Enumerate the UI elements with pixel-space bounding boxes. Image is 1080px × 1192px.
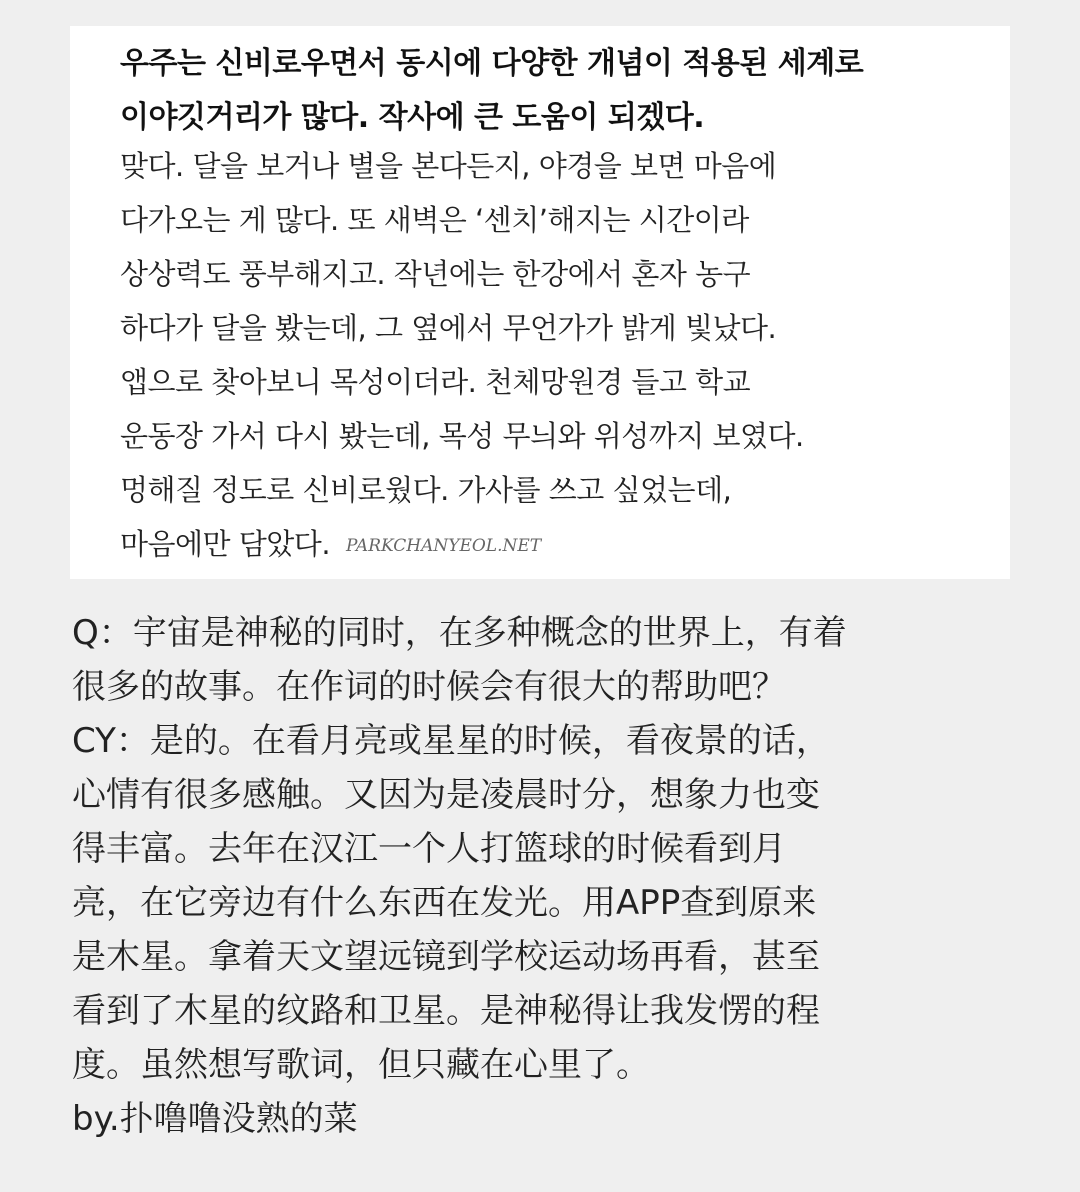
interview-answer-line: 멍해질 정도로 신비로웠다. 가사를 쓰고 싶었는데,	[120, 473, 732, 507]
translation-line: 看到了木星的纹路和卫星。是神秘得让我发愣的程	[72, 991, 820, 1031]
interview-answer-line: 앱으로 찾아보니 목성이더라. 천체망원경 들고 학교	[120, 365, 751, 399]
translation-line: 很多的故事。在作词的时候会有很大的帮助吧？	[72, 667, 786, 707]
interview-answer-line: 마음에만 담았다.	[120, 527, 331, 561]
translation-line: 得丰富。去年在汉江一个人打篮球的时候看到月	[72, 829, 786, 869]
interview-question-line: 우주는 신비로우면서 동시에 다양한 개념이 적용된 세계로	[120, 46, 864, 81]
interview-answer-line: 맞다. 달을 보거나 별을 본다든지, 야경을 보면 마음에	[120, 149, 777, 183]
interview-answer-line: 상상력도 풍부해지고. 작년에는 한강에서 혼자 농구	[120, 257, 751, 291]
translation-line: 心情有很多感触。又因为是凌晨时分，想象力也变	[72, 775, 820, 815]
magazine-clipping	[70, 26, 1010, 579]
interview-answer-last-line	[120, 522, 541, 563]
translator-credit: by.扑噜噜没熟的菜	[72, 1099, 358, 1139]
translation-line: Q：宇宙是神秘的同时，在多种概念的世界上，有着	[72, 613, 847, 653]
chinese-translation	[72, 606, 1032, 1146]
translation-line: 是木星。拿着天文望远镜到学校运动场再看，甚至	[72, 937, 820, 977]
translation-line: 度。虽然想写歌词，但只藏在心里了。	[72, 1045, 650, 1085]
interview-answer-line: 다가오는 게 많다. 또 새벽은 ‘센치’해지는 시간이라	[120, 203, 749, 237]
source-watermark: PARKCHANYEOL.NET	[346, 536, 542, 556]
translation-line: CY：是的。在看月亮或星星的时候，看夜景的话，	[72, 721, 830, 761]
interview-answer-line: 운동장 가서 다시 봤는데, 목성 무늬와 위성까지 보였다.	[120, 419, 804, 453]
interview-answer-line: 하다가 달을 봤는데, 그 옆에서 무언가가 밝게 빛났다.	[120, 311, 777, 345]
interview-question-line: 이야깃거리가 많다. 작사에 큰 도움이 되겠다.	[120, 100, 705, 135]
translation-line: 亮，在它旁边有什么东西在发光。用APP查到原来	[72, 883, 817, 923]
